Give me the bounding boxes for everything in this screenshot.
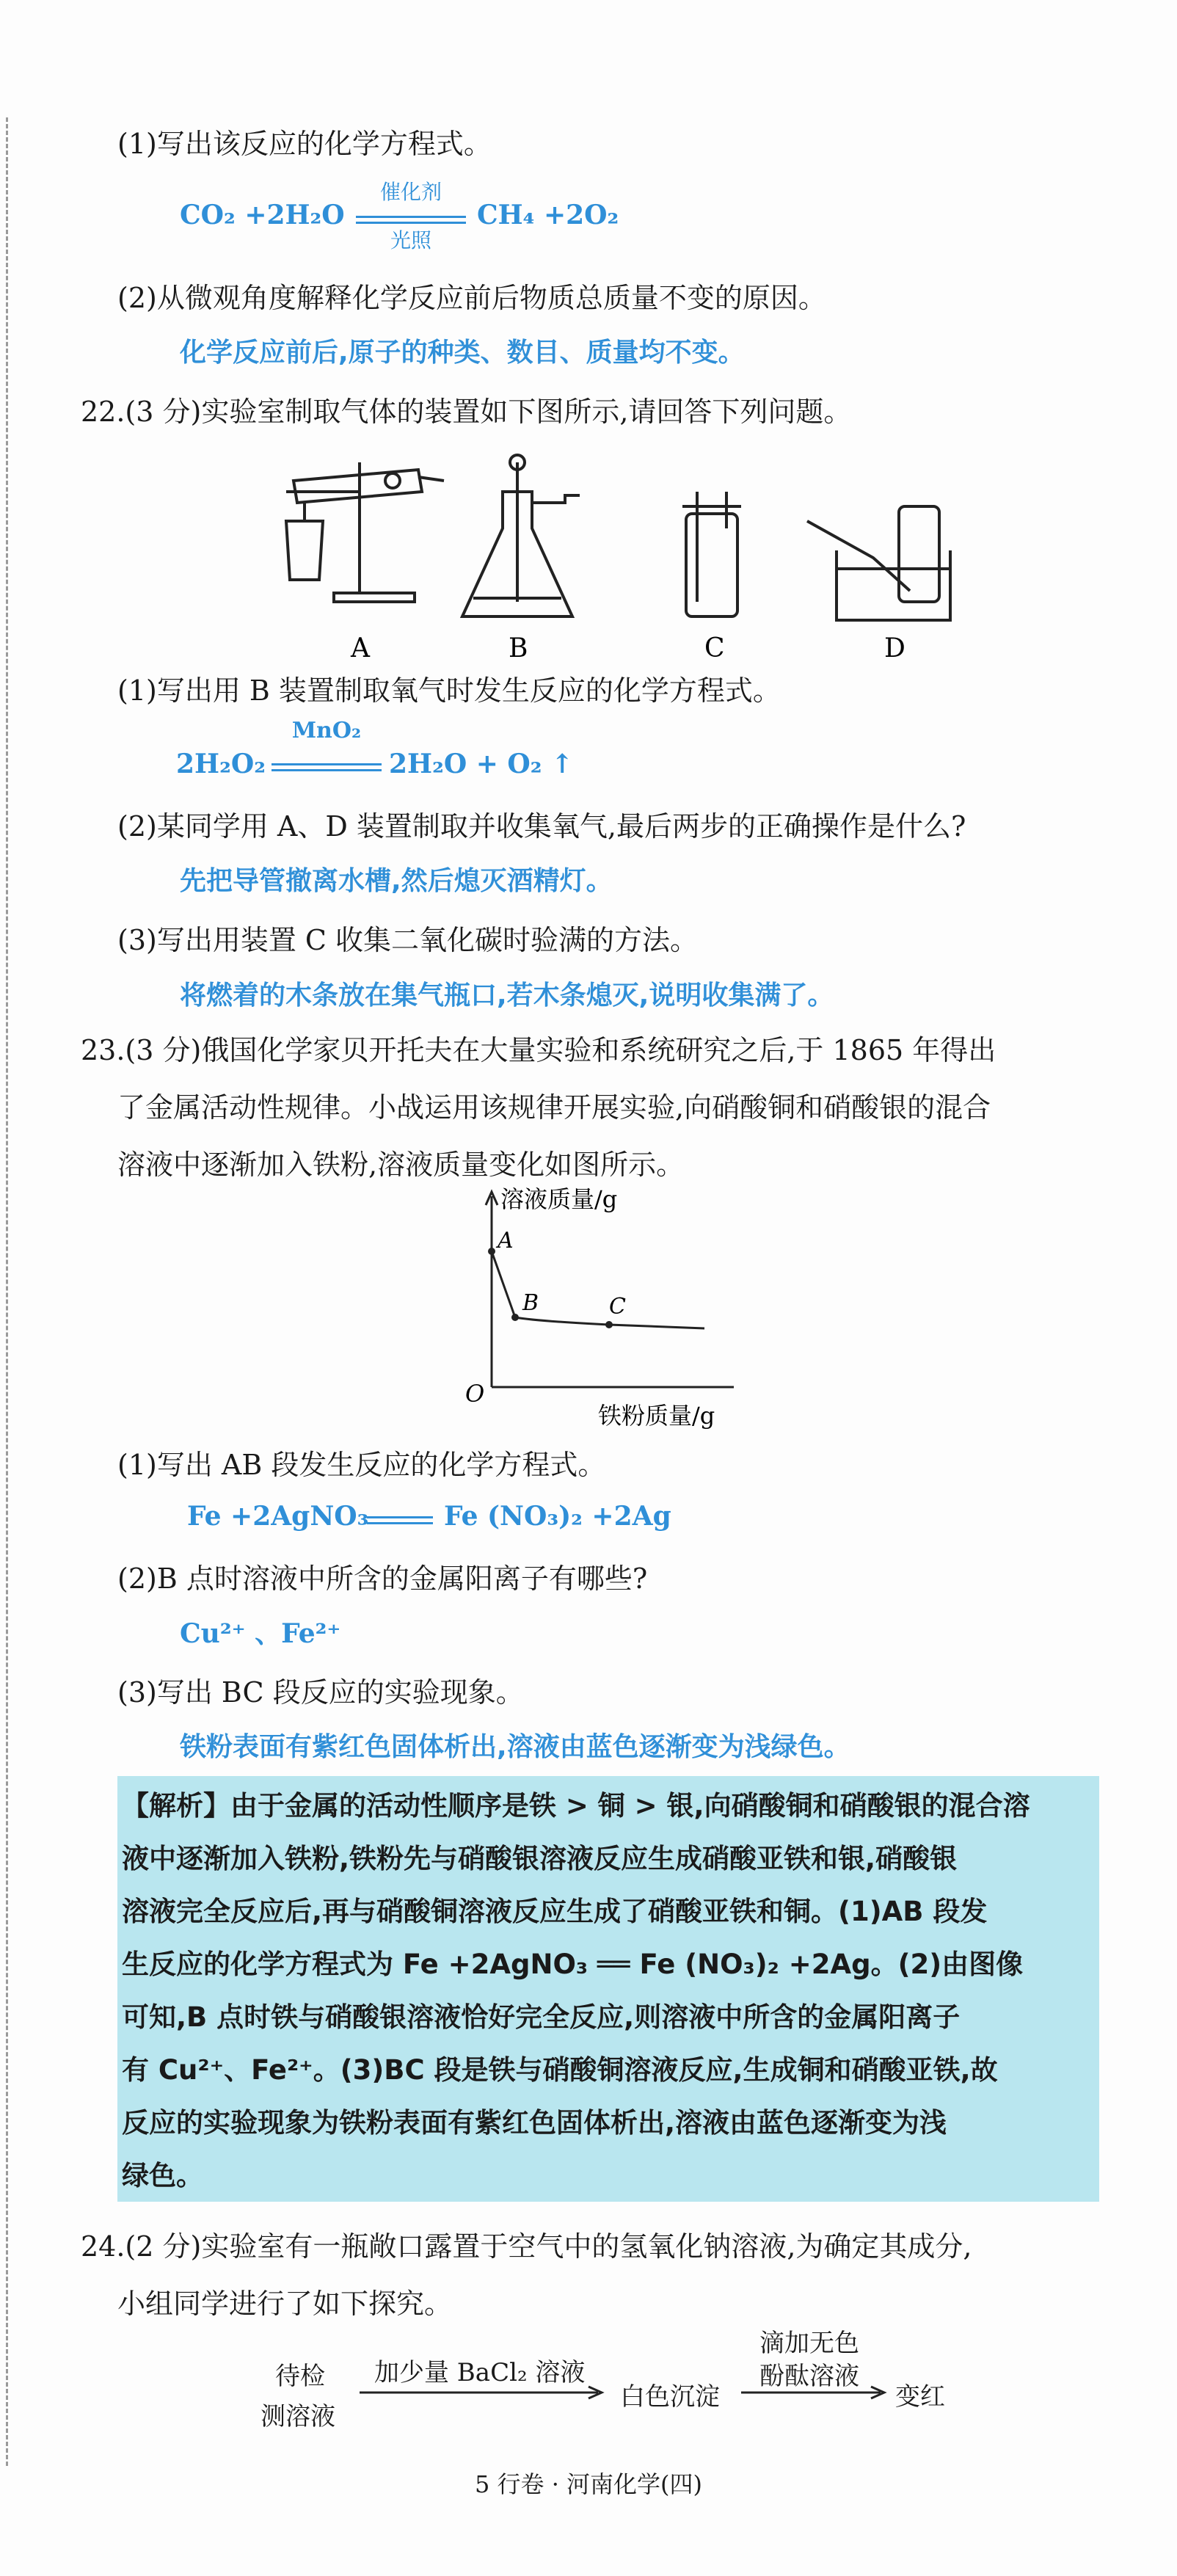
apparatus-a-test-tube (294, 470, 422, 503)
apparatus-b-outlet (532, 495, 580, 503)
graph-point-c (605, 1321, 613, 1328)
q21-eq1-condition-below: 光照 (390, 228, 431, 252)
q22-stem: 22.(3 分)实验室制取气体的装置如下图所示,请回答下列问题。 (81, 396, 852, 428)
flow-mid: 白色沉淀 (620, 2382, 720, 2412)
apparatus-c-bottle (686, 514, 737, 616)
analysis-line-7: 反应的实验现象为铁粉表面有紫红色固体析出,溶液由蓝色逐渐变为浅 (122, 2107, 947, 2139)
graph-point-b (511, 1314, 519, 1321)
q22-eq1-equals-2 (272, 769, 382, 771)
q24-stem-line1: 24.(2 分)实验室有一瓶敞口露置于空气中的氢氧化钠溶液,为确定其成分, (81, 2230, 972, 2263)
q23-part3: (3)写出 BC 段反应的实验现象。 (117, 1676, 524, 1709)
q23-eq1-right: Fe (NO₃)₂ +2Ag (444, 1501, 671, 1532)
flow-start-line1: 待检 (275, 2362, 325, 2391)
flow-arrow-1 (360, 2385, 609, 2400)
q23-answer2: Cu²⁺ 、Fe²⁺ (180, 1618, 341, 1649)
graph-x-label: 铁粉质量/g (598, 1402, 715, 1430)
apparatus-label-d: D (884, 633, 905, 661)
q22-part2: (2)某同学用 A、D 装置制取并收集氧气,最后两步的正确操作是什么? (117, 810, 966, 843)
flow-start-line2: 测溶液 (260, 2402, 335, 2431)
q23-eq1-equals (367, 1516, 433, 1518)
analysis-line-6: 有 Cu²⁺、Fe²⁺。(3)BC 段是铁与硝酸铜溶液反应,生成铜和硝酸亚铁,故 (122, 2054, 998, 2086)
flow-arrow-2 (741, 2385, 888, 2400)
q22-eq1-equals (272, 763, 382, 765)
q22-part3: (3)写出用装置 C 收集二氧化碳时验满的方法。 (117, 924, 699, 956)
q21-part1: (1)写出该反应的化学方程式。 (117, 128, 492, 160)
apparatus-d-tube (807, 521, 910, 591)
q22-eq1-condition-above: MnO₂ (291, 718, 362, 743)
q23-part1: (1)写出 AB 段发生反应的化学方程式。 (117, 1449, 606, 1481)
analysis-line-3: 溶液完全反应后,再与硝酸铜溶液反应生成了硝酸亚铁和铜。(1)AB 段发 (122, 1896, 988, 1927)
q23-part2: (2)B 点时溶液中所含的金属阳离子有哪些? (117, 1562, 648, 1595)
q21-answer2: 化学反应前后,原子的种类、数目、质量均不变。 (180, 338, 745, 368)
q21-eq1-left: CO₂ +2H₂O (180, 200, 345, 230)
apparatus-label-a: A (351, 633, 370, 661)
flow-step1-label: 加少量 BaCl₂ 溶液 (374, 2358, 586, 2387)
q22-eq1-left: 2H₂O₂ (176, 749, 266, 779)
q23-mass-graph (455, 1182, 763, 1431)
apparatus-a-alcohol-lamp (286, 521, 323, 580)
binding-dashed-line (6, 117, 8, 2466)
q23-stem-line2: 了金属活动性规律。小战运用该规律开展实验,向硝酸铜和硝酸银的混合 (117, 1091, 991, 1124)
flow-end: 变红 (895, 2382, 945, 2412)
q23-stem-line1: 23.(3 分)俄国化学家贝开托夫在大量实验和系统研究之后,于 1865 年得出 (81, 1034, 996, 1066)
graph-y-label: 溶液质量/g (500, 1185, 618, 1213)
apparatus-a-base (334, 593, 415, 602)
analysis-line-2: 液中逐渐加入铁粉,铁粉先与硝酸银溶液反应生成硝酸亚铁和银,硝酸银 (122, 1843, 958, 1874)
page-footer: 5 行卷 · 河南化学(四) (474, 2470, 703, 2498)
q21-eq1-equals (356, 216, 466, 218)
q21-eq1-right: CH₄ +2O₂ (477, 200, 619, 230)
q23-eq1-equals-2 (367, 1522, 433, 1524)
graph-origin: O (465, 1380, 485, 1408)
graph-label-a: A (498, 1228, 514, 1254)
graph-point-a (488, 1248, 495, 1255)
q22-answer3: 将燃着的木条放在集气瓶口,若木条熄灭,说明收集满了。 (180, 980, 834, 1011)
apparatus-label-b: B (509, 633, 528, 661)
graph-label-c: C (609, 1294, 626, 1320)
analysis-line-5: 可知,B 点时铁与硝酸银溶液恰好完全反应,则溶液中所含的金属阳离子 (122, 2001, 961, 2033)
graph-label-b: B (522, 1290, 539, 1316)
q22-answer2: 先把导管撤离水槽,然后熄灭酒精灯。 (180, 866, 613, 896)
q24-stem-line2: 小组同学进行了如下探究。 (117, 2288, 453, 2320)
flow-step2-line1: 滴加无色 (759, 2329, 859, 2358)
q21-eq1-condition-above: 催化剂 (379, 180, 442, 204)
q23-eq1-left: Fe +2AgNO₃ (187, 1501, 369, 1532)
apparatus-d-trough (837, 550, 950, 620)
q23-stem-line3: 溶液中逐渐加入铁粉,溶液质量变化如图所示。 (117, 1149, 685, 1181)
analysis-line-4: 生反应的化学方程式为 Fe +2AgNO₃ ══ Fe (NO₃)₂ +2Ag。(2)由图像 (122, 1949, 1024, 1980)
q22-apparatus-figure (264, 448, 969, 661)
analysis-line-8: 绿色。 (122, 2160, 203, 2191)
q21-part2: (2)从微观角度解释化学反应前后物质总质量不变的原因。 (117, 282, 826, 314)
apparatus-label-c: C (704, 633, 725, 661)
analysis-line-1: 【解析】由于金属的活动性顺序是铁 > 铜 > 银,向硝酸铜和硝酸银的混合溶 (122, 1790, 1030, 1822)
q22-eq1-right: 2H₂O + O₂ ↑ (389, 749, 574, 779)
q22-part1: (1)写出用 B 装置制取氧气时发生反应的化学方程式。 (117, 674, 781, 707)
apparatus-a-clamp (385, 473, 400, 488)
flow-step2-line2: 酚酞溶液 (759, 2362, 859, 2391)
q23-answer3: 铁粉表面有紫红色固体析出,溶液由蓝色逐渐变为浅绿色。 (180, 1732, 850, 1762)
apparatus-a-tube-outlet (418, 477, 444, 481)
q21-eq1-equals-2 (356, 222, 466, 224)
